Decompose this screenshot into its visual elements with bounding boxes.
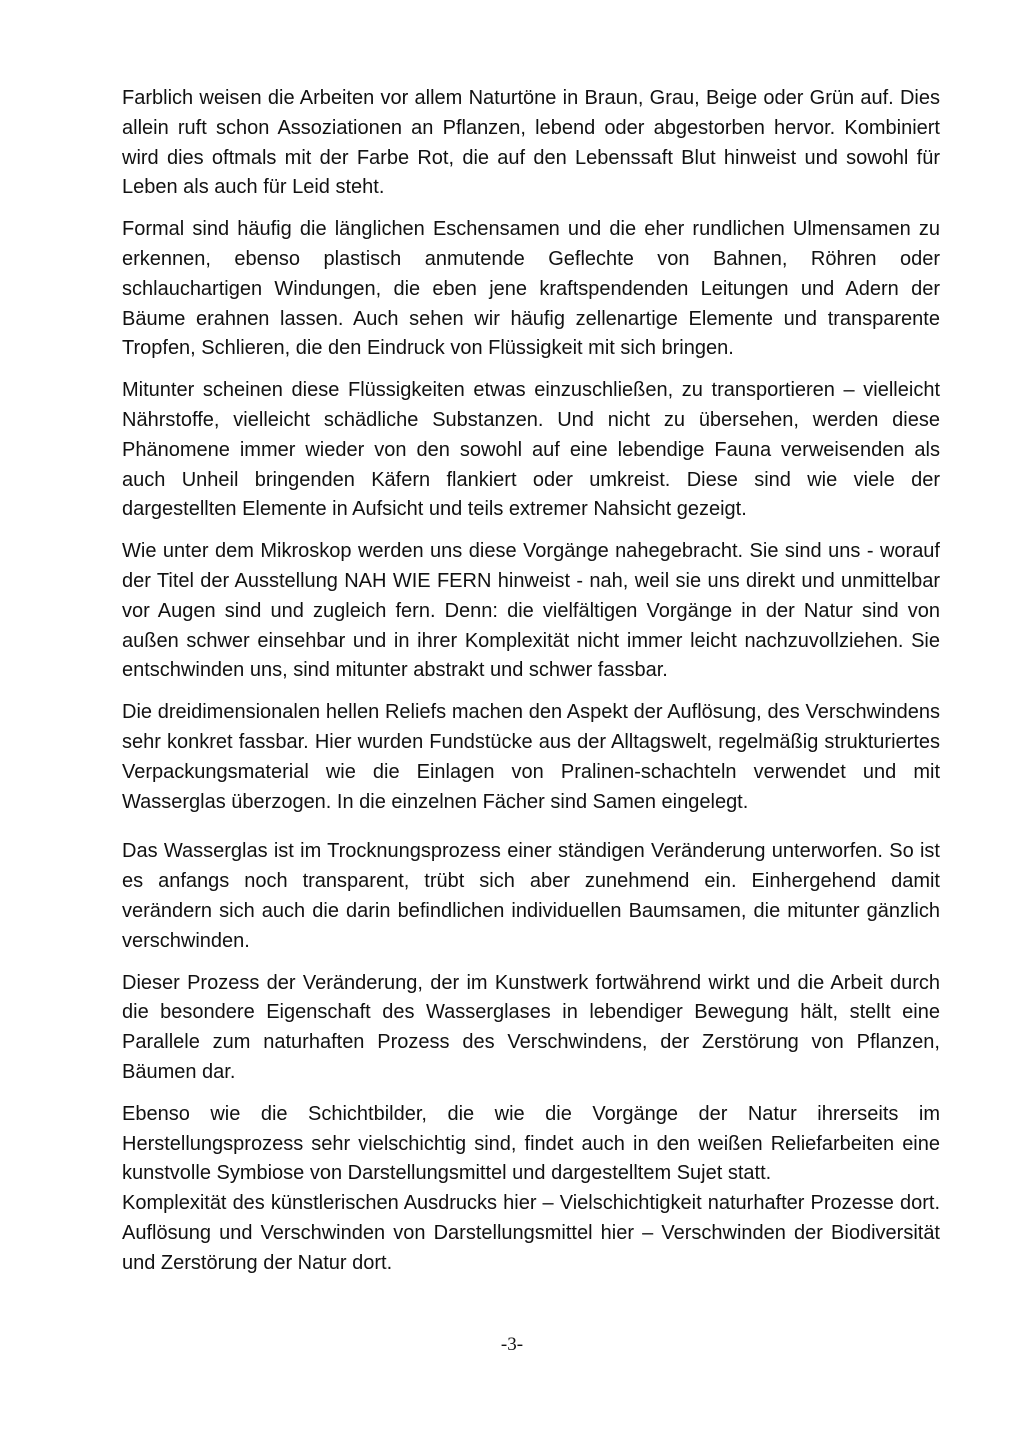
paragraph-process: Dieser Prozess der Veränderung, der im Kunstwerk fortwährend wirkt und die Arbeit durch die besondere Eigenschaft des Wasserglases in lebendiger Bewegung hält, stellt eine Parallele zum naturhaften Prozess des Verschwindens, der Zerstörung von Pflanzen, Bäumen dar. bbox=[122, 971, 940, 1083]
paragraph-fluids: Mitunter scheinen diese Flüssigkeiten etwas einzuschließen, zu transportieren – vielleicht Nährstoffe, vielleicht schädliche Substanzen. Und nicht zu übersehen, werden diese Phänomene immer wieder von den sowohl auf eine lebendige Fauna verweisenden als auch Unheil bringenden Käfern flankiert oder umkreist. Diese sind wie viele der dargestellten Elemente in Aufsicht und teils extremer Nahsicht gezeigt. bbox=[122, 379, 940, 521]
paragraph-waterglass: Das Wasserglas ist im Trocknungsprozess einer ständigen Veränderung unterworfen. So ist es anfangs noch transparent, trübt sich aber zunehmend ein. Einhergehend damit verändern sich auch die darin befindlichen individuellen Baumsamen, die mitunter gänzlich verschwinden. bbox=[122, 840, 940, 952]
document-body bbox=[122, 84, 940, 1278]
paragraph-complexity: Komplexität des künstlerischen Ausdrucks hier – Vielschichtigkeit naturhafter Prozesse dort. Auflösung und Verschwinden von Darstellungsmittel hier – Verschwinden der Biodiversität und Zerstörung der Natur dort. bbox=[122, 1192, 940, 1274]
paragraph-microscope: Wie unter dem Mikroskop werden uns diese Vorgänge nahegebracht. Sie sind uns - worauf der Titel der Ausstellung NAH WIE FERN hinweist - nah, weil sie uns direkt und unmittelbar vor Augen sind und zugleich fern. Denn: die vielfältigen Vorgänge in der Natur sind von außen schwer einsehbar und in ihrer Komplexität nicht immer leicht nachzuvollziehen. Sie entschwinden uns, sind mitunter abstrakt und schwer fassbar. bbox=[122, 540, 940, 682]
paragraph-forms: Formal sind häufig die länglichen Eschensamen und die eher rundlichen Ulmensamen zu erkennen, ebenso plastisch anmutende Geflechte von Bahnen, Röhren oder schlauchartigen Windungen, die eben jene kraftspendenden Leitungen und Adern der Bäume erahnen lassen. Auch sehen wir häufig zellenartige Elemente und transparente Tropfen, Schlieren, die den Eindruck von Flüssigkeit mit sich bringen. bbox=[122, 218, 940, 360]
page-number: -3- bbox=[500, 1334, 524, 1355]
paragraph-colors: Farblich weisen die Arbeiten vor allem Naturtöne in Braun, Grau, Beige oder Grün auf. Dies allein ruft schon Assoziationen an Pflanzen, lebend oder abgestorben hervor. Kombiniert wird dies oftmals mit der Farbe Rot, die auf den Lebenssaft Blut hinweist und sowohl für Leben als auch für Leid steht. bbox=[122, 87, 940, 199]
paragraph-layered-images: Ebenso wie die Schichtbilder, die wie die Vorgänge der Natur ihrerseits im Herstellungsprozess sehr vielschichtig sind, findet auch in den weißen Reliefarbeiten eine kunstvolle Symbiose von Darstellungsmittel und dargestelltem Sujet statt. bbox=[122, 1102, 940, 1185]
paragraph-reliefs: Die dreidimensionalen hellen Reliefs machen den Aspekt der Auflösung, des Verschwindens sehr konkret fassbar. Hier wurden Fundstücke aus der Alltagswelt, regelmäßig strukturiertes Verpackungsmaterial wie die Einlagen von Pralinen-schachteln verwendet und mit Wasserglas überzogen. In die einzelnen Fächer sind Samen eingelegt. bbox=[122, 701, 940, 813]
